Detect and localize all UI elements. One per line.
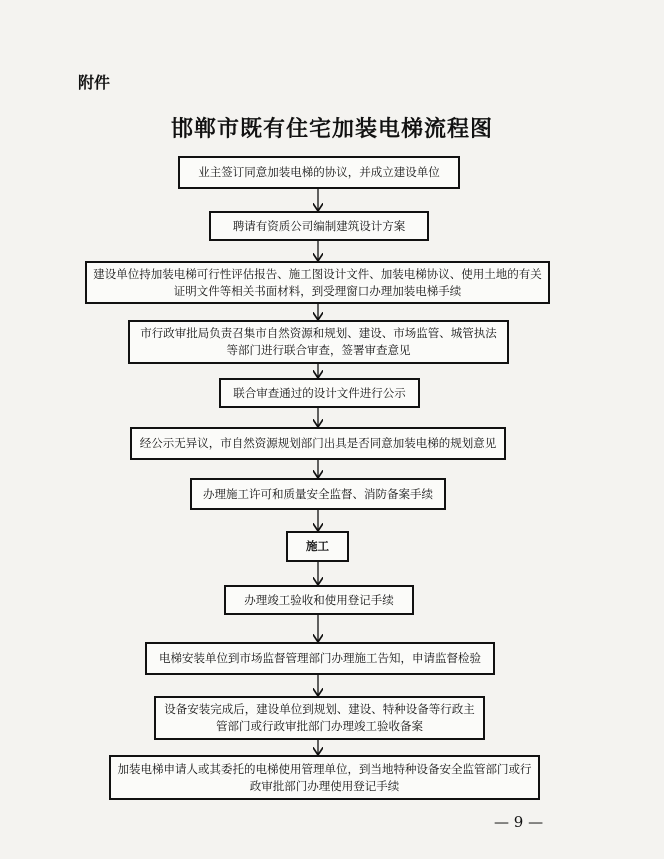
step-3-box: 建设单位持加装电梯可行性评估报告、施工图设计文件、加装电梯协议、使用土地的有关证明文件等相关书面材料，到受理窗口办理加装电梯手续 [85,261,550,304]
step-5-box: 联合审查通过的设计文件进行公示 [219,378,420,408]
step-1-box: 业主签订同意加装电梯的协议，并成立建设单位 [178,156,460,189]
step-2-box: 聘请有资质公司编制建筑设计方案 [209,211,429,241]
step-10-box: 电梯安装单位到市场监督管理部门办理施工告知，申请监督检验 [145,642,495,675]
step-4-box: 市行政审批局负责召集市自然资源和规划、建设、市场监管、城管执法等部门进行联合审查，签署审查意见 [128,320,509,364]
step-6-box: 经公示无异议，市自然资源规划部门出具是否同意加装电梯的规划意见 [130,427,506,460]
step-12-box: 加装电梯申请人或其委托的电梯使用管理单位，到当地特种设备安全监管部门或行政审批部门办理使用登记手续 [109,755,540,800]
flowchart-title: 邯郸市既有住宅加装电梯流程图 [170,117,493,142]
step-7-box: 办理施工许可和质量安全监督、消防备案手续 [190,478,446,510]
step-9-box: 办理竣工验收和使用登记手续 [224,585,414,615]
step-11-box: 设备安装完成后，建设单位到规划、建设、特种设备等行政主管部门或行政审批部门办理竣工验收备案 [154,696,485,740]
step-8-box: 施工 [286,531,349,562]
attachment-label: 附件 [78,73,111,92]
page-number: — 9 — [494,813,544,831]
